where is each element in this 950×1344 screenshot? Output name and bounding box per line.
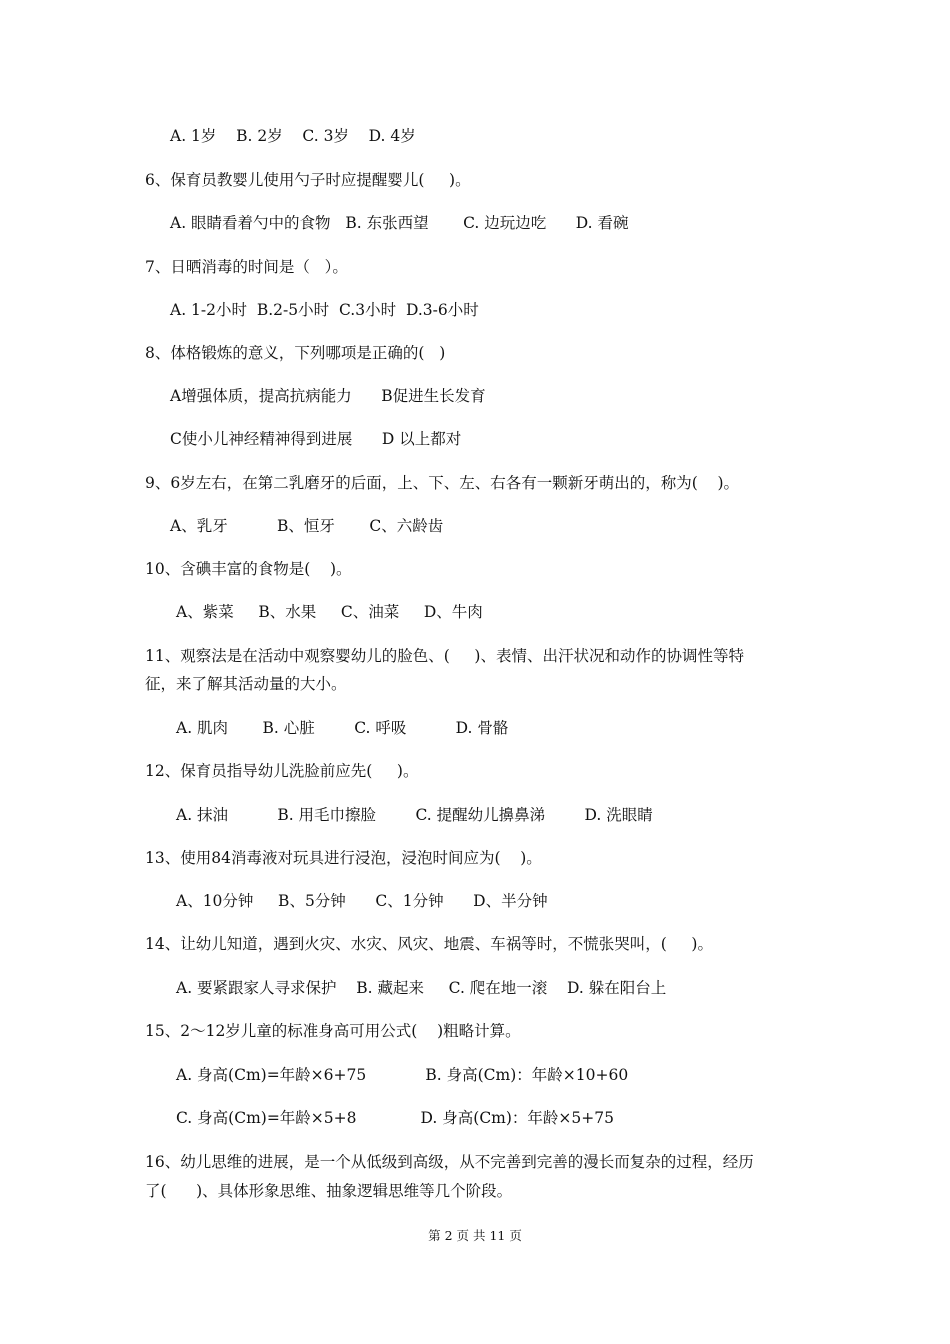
question-text: 10、含碘丰富的食物是( )。	[145, 560, 352, 578]
question-text: 7、日晒消毒的时间是（ ）。	[145, 258, 348, 276]
question-text: 16、幼儿思维的进展，是一个从低级到高级，从不完善到完善的漫长而复杂的过程，经历	[145, 1153, 754, 1171]
answer-options: A. 1-2小时 B.2-5小时 C.3小时 D.3-6小时	[170, 301, 479, 319]
answer-options: C使小儿神经精神得到进展 D 以上都对	[170, 430, 462, 448]
answer-options: C. 身高(Cm)=年龄×5+8 D. 身高(Cm)：年龄×5+75	[176, 1109, 614, 1127]
answer-options: A. 身高(Cm)=年龄×6+75 B. 身高(Cm)：年龄×10+60	[176, 1066, 629, 1084]
question-text: 11、观察法是在活动中观察婴幼儿的脸色、( )、表情、出汗状况和动作的协调性等特	[145, 647, 744, 665]
answer-options: A. 抹油 B. 用毛巾擦脸 C. 提醒幼儿擤鼻涕 D. 洗眼睛	[176, 806, 653, 824]
answer-options: A. 肌肉 B. 心脏 C. 呼吸 D. 骨骼	[176, 719, 509, 737]
question-text: 13、使用84消毒液对玩具进行浸泡，浸泡时间应为( )。	[145, 849, 542, 867]
question-text: 14、让幼儿知道，遇到火灾、水灾、风灾、地震、车祸等时，不慌张哭叫，( )。	[145, 935, 713, 953]
answer-options: A. 要紧跟家人寻求保护 B. 藏起来 C. 爬在地一滚 D. 躲在阳台上	[176, 979, 667, 997]
question-text: 8、体格锻炼的意义，下列哪项是正确的( )	[145, 344, 446, 362]
question-text-continuation: 了( )、具体形象思维、抽象逻辑思维等几个阶段。	[145, 1182, 513, 1200]
answer-options: A增强体质，提高抗病能力 B促进生长发育	[170, 387, 486, 405]
question-text: 6、保育员教婴儿使用勺子时应提醒婴儿( )。	[145, 171, 471, 189]
question-text: 12、保育员指导幼儿洗脸前应先( )。	[145, 762, 419, 780]
answer-options: A、乳牙 B、恒牙 C、六龄齿	[170, 517, 444, 535]
answer-options: A. 眼睛看着勺中的食物 B. 东张西望 C. 边玩边吃 D. 看碗	[170, 214, 629, 232]
answer-options: A. 1岁 B. 2岁 C. 3岁 D. 4岁	[170, 127, 416, 145]
answer-options: A、10分钟 B、5分钟 C、1分钟 D、半分钟	[176, 892, 548, 910]
question-text: 9、6岁左右，在第二乳磨牙的后面，上、下、左、右各有一颗新牙萌出的，称为( )。	[145, 474, 740, 492]
question-text-continuation: 征，来了解其活动量的大小。	[145, 675, 347, 693]
question-text: 15、2～12岁儿童的标准身高可用公式( )粗略计算。	[145, 1022, 521, 1040]
page-footer: 第 2 页 共 11 页	[428, 1228, 522, 1243]
answer-options: A、紫菜 B、水果 C、油菜 D、牛肉	[176, 603, 483, 621]
